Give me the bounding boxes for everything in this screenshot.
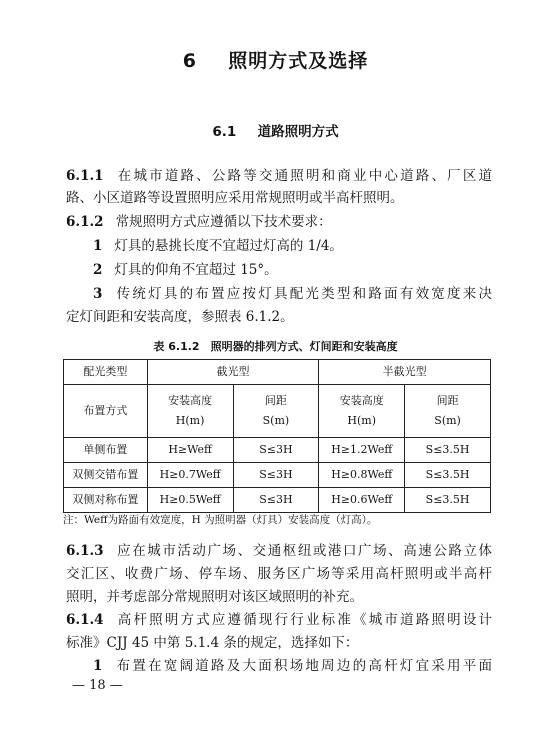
table-cell: H≥0.5Weff <box>147 488 233 513</box>
header-cell <box>319 385 405 438</box>
list-item-2 <box>93 259 492 281</box>
header-text: 安装高度 <box>168 394 213 407</box>
header-text: 安装高度 <box>339 394 384 407</box>
table-cell: 单侧布置 <box>64 438 148 463</box>
list-item-3-line1 <box>93 283 492 305</box>
clause-text: 高杆照明方式应遵循现行行业标准《城市道路照明设计 <box>115 612 492 628</box>
table-cell: H≥0.7Weff <box>147 463 233 488</box>
header-text: 间距 <box>264 394 287 407</box>
header-unit: H(m) <box>175 414 205 427</box>
clause-6-1-1-line2: 路、小区道路等设置照明应采用常规照明或半高杆照明。 <box>66 190 404 206</box>
page-number: — 18 — <box>72 678 123 693</box>
clause-text: 常规照明方式应遵循以下技术要求： <box>115 214 332 230</box>
clause-number: 6.1.2 <box>66 214 104 230</box>
table-cell: 双侧交错布置 <box>64 463 148 488</box>
table-cell: S≤3H <box>233 463 319 488</box>
table-header-row <box>64 360 491 385</box>
clause-6-1-2 <box>66 211 492 233</box>
clause-number: 6.1.3 <box>66 543 104 559</box>
table-caption: 表 6.1.2 照明器的排列方式、灯间距和安装高度 <box>153 340 398 353</box>
section-heading: 道路照明方式 <box>257 124 339 140</box>
header-cell: 配光类型 <box>64 360 148 385</box>
section-number: 6.1 <box>212 124 237 140</box>
table-cell: S≤3H <box>233 438 319 463</box>
table-row <box>64 488 491 513</box>
table-cell: 双侧对称布置 <box>64 488 148 513</box>
item-text: 传统灯具的布置应按灯具配光类型和路面有效宽度来决 <box>114 286 492 302</box>
clause-6-1-3-line3: 照明，并考虑部分常规照明对该区域照明的补充。 <box>66 589 363 605</box>
item-text: 灯具的仰角不宜超过 15°。 <box>114 262 278 278</box>
table-cell: S≤3H <box>233 488 319 513</box>
item-number: 1 <box>93 658 103 674</box>
header-cell: 半截光型 <box>319 360 491 385</box>
section-title <box>0 120 551 140</box>
header-cell: 截光型 <box>147 360 319 385</box>
table-cell: S≤3.5H <box>405 438 491 463</box>
clause-text: 应在城市活动广场、交通枢纽或港口广场、高速公路立体 <box>115 543 492 559</box>
table-note: 注：Weff为路面有效宽度，H 为照明器（灯具）安装高度（灯高）。 <box>63 514 378 526</box>
table-row <box>64 438 491 463</box>
header-unit: H(m) <box>347 414 377 427</box>
clause-text: 在城市道路、公路等交通照明和商业中心道路、厂区道 <box>115 168 492 184</box>
clause-number: 6.1.1 <box>66 168 104 184</box>
table-cell: H≥1.2Weff <box>319 438 405 463</box>
header-unit: S(m) <box>262 414 290 427</box>
item-text: 布置在宽阔道路及大面积场地周边的高杆灯宜采用平面 <box>114 658 492 674</box>
list-item-3-line2: 定灯间距和安装高度，参照表 6.1.2。 <box>66 309 294 325</box>
header-cell <box>147 385 233 438</box>
list-item-4 <box>93 655 492 677</box>
header-cell <box>405 385 491 438</box>
chapter-title <box>0 46 551 73</box>
table-cell: S≤3.5H <box>405 488 491 513</box>
clause-6-1-4-line2: 标准》CJJ 45 中第 5.1.4 条的规定，选择如下： <box>66 635 359 651</box>
chapter-number: 6 <box>182 50 197 72</box>
chapter-heading: 照明方式及选择 <box>228 50 369 72</box>
item-number: 1 <box>93 238 103 254</box>
table-row <box>64 463 491 488</box>
table-cell: H≥Weff <box>147 438 233 463</box>
table-subheader-row <box>64 385 491 438</box>
header-text: 间距 <box>436 394 459 407</box>
item-number: 2 <box>93 262 103 278</box>
clause-6-1-3-line1 <box>66 540 492 562</box>
clause-6-1-3-line2: 交汇区、收费广场、停车场、服务区广场等采用高杆照明或半高杆 <box>66 566 492 582</box>
list-item-1 <box>93 235 492 257</box>
item-number: 3 <box>93 286 103 302</box>
header-unit: S(m) <box>434 414 461 427</box>
table-cell: H≥0.6Weff <box>319 488 405 513</box>
item-text: 灯具的悬挑长度不宜超过灯高的 1/4。 <box>114 238 343 254</box>
header-cell <box>233 385 319 438</box>
table-cell: H≥0.8Weff <box>319 463 405 488</box>
clause-6-1-4-line1 <box>66 609 492 631</box>
clause-6-1-1-line1 <box>66 165 492 187</box>
clause-number: 6.1.4 <box>66 612 104 628</box>
header-cell: 布置方式 <box>64 385 148 438</box>
lighting-table <box>63 359 491 513</box>
table-cell: S≤3.5H <box>405 463 491 488</box>
